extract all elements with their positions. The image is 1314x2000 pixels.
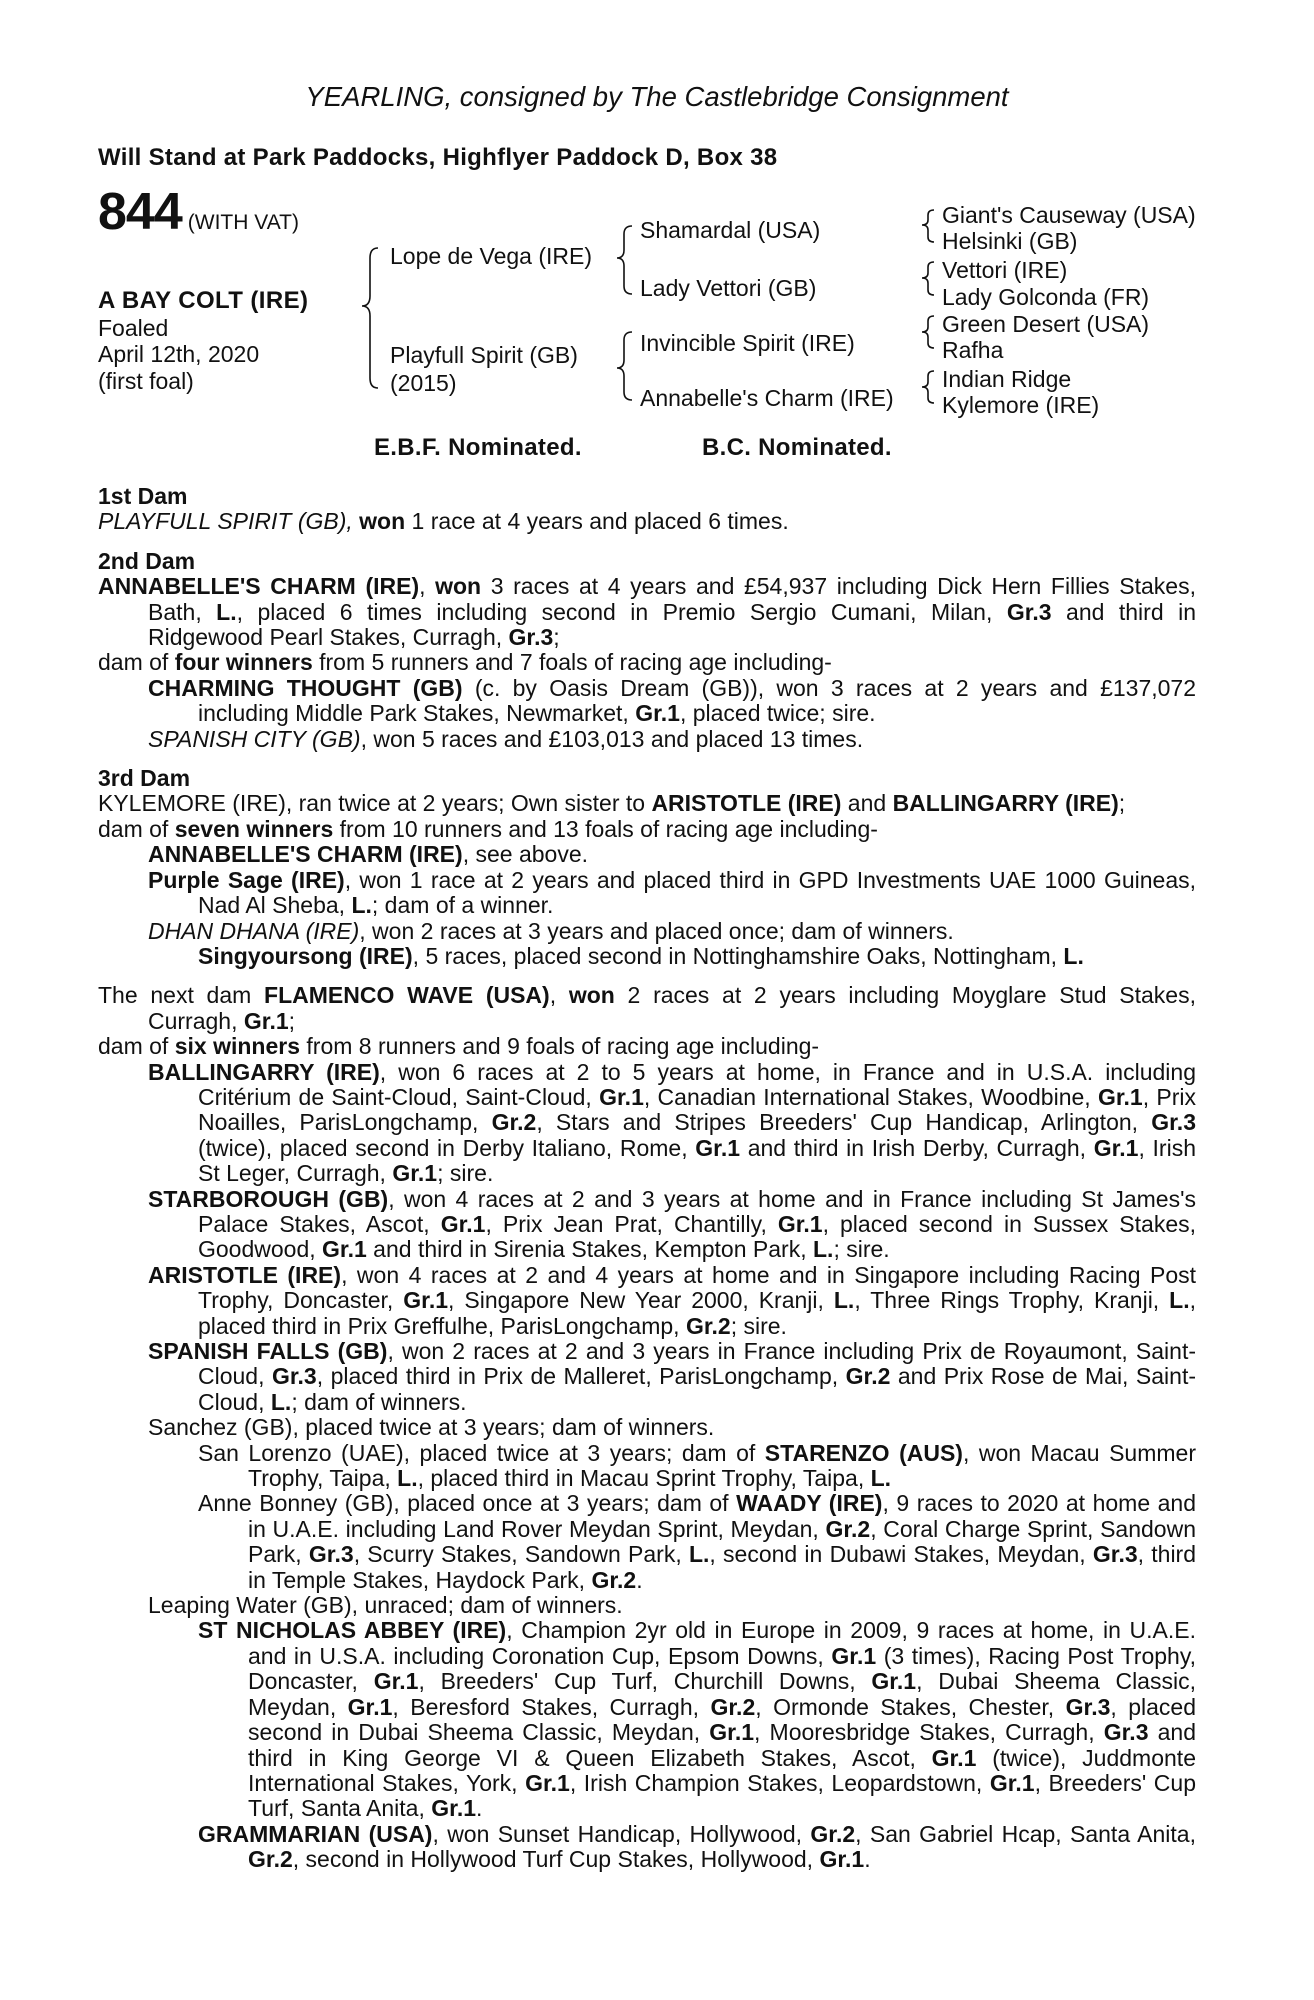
text-run: , won 5 races and £103,013 and placed 13 times. bbox=[360, 725, 864, 752]
text-run: L. bbox=[351, 892, 372, 919]
text-run: Gr.2 bbox=[685, 1312, 731, 1339]
text-run: ANNABELLE'S CHARM (IRE) bbox=[148, 841, 463, 868]
text-run: (c. by Oasis Dream (GB)), won 3 races at 2 years and £137,072 including Middle Park Stakes, Newmarket, bbox=[198, 674, 1197, 727]
dds-name: Indian Ridge bbox=[942, 366, 1072, 392]
text-run: ARISTOTLE (IRE) bbox=[148, 1261, 342, 1288]
third-dam-p1 bbox=[98, 791, 1196, 816]
second-dam-p4 bbox=[98, 727, 1196, 752]
text-run: Gr.1 bbox=[709, 1719, 755, 1746]
text-run: , bbox=[549, 982, 569, 1009]
text-run: , Singapore New Year 2000, Kranji, bbox=[448, 1287, 834, 1314]
text-run: . bbox=[476, 1795, 483, 1822]
dam-dam: Annabelle's Charm (IRE) bbox=[640, 385, 894, 411]
text-run: ; bbox=[1118, 790, 1126, 817]
dam-name: Playfull Spirit (GB) bbox=[390, 342, 578, 368]
third-dam-heading: 3rd Dam bbox=[98, 765, 191, 792]
text-run: , third in Temple Stakes, Haydock Park, bbox=[248, 1541, 1197, 1593]
text-run: , placed 6 times including second in Premio Sergio Cumani, Milan, bbox=[236, 598, 1007, 625]
text-run: FLAMENCO WAVE (USA) bbox=[264, 982, 550, 1009]
first-dam-record: 1 race at 4 years and placed 6 times. bbox=[405, 508, 789, 535]
text-run: ST NICHOLAS ABBEY (IRE) bbox=[198, 1617, 507, 1644]
text-run: Purple Sage (IRE) bbox=[148, 866, 345, 893]
text-run: ; bbox=[553, 624, 560, 651]
lot-number: 844 bbox=[98, 183, 182, 241]
text-run: Gr.1 bbox=[1097, 1083, 1143, 1110]
first-dam-name: PLAYFULL SPIRIT (GB), bbox=[98, 508, 353, 535]
text-run: Gr.1 bbox=[1093, 1134, 1139, 1161]
text-run: Gr.1 bbox=[373, 1668, 419, 1695]
text-run: 2 races at 2 years including Moyglare Stud Stakes, Curragh, bbox=[148, 982, 1196, 1034]
dsd-name: Rafha bbox=[942, 337, 1004, 363]
text-run: WAADY (IRE) bbox=[736, 1490, 883, 1517]
text-run: , see above. bbox=[462, 841, 588, 868]
text-run: DHAN DHANA (IRE) bbox=[148, 917, 360, 944]
text-run: SPANISH CITY (GB) bbox=[148, 725, 361, 752]
text-run: STARBOROUGH (GB) bbox=[148, 1185, 389, 1212]
text-run: Gr.1 bbox=[931, 1744, 977, 1771]
text-run: , Beresford Stakes, Curragh, bbox=[392, 1693, 711, 1720]
text-run: Gr.1 bbox=[871, 1668, 917, 1695]
text-run: , placed second in Dubai Sheema Classic, Meydan, bbox=[248, 1693, 1197, 1746]
text-run: , Stars and Stripes Breeders' Cup Handicap, Arlington, bbox=[536, 1109, 1152, 1136]
text-run: Gr.3 bbox=[1065, 1693, 1111, 1720]
text-run: CHARMING THOUGHT (GB) bbox=[148, 674, 463, 701]
text-run: , placed third in Macau Sprint Trophy, Taipa, bbox=[417, 1465, 871, 1492]
text-run: BALLINGARRY (IRE) bbox=[148, 1058, 380, 1085]
text-run: , won 6 races at 2 to 5 years at home, in France and in U.S.A. including Critérium de Saint-Cloud, Saint-Cloud, bbox=[198, 1058, 1196, 1110]
text-run: , placed twice; sire. bbox=[679, 700, 876, 727]
text-run: , placed third in Prix de Malleret, ParisLongchamp, bbox=[316, 1363, 846, 1390]
text-run: , Three Rings Trophy, Kranji, bbox=[854, 1287, 1170, 1314]
next-dam-p4 bbox=[98, 1187, 1196, 1263]
sire-sire: Shamardal (USA) bbox=[640, 217, 821, 243]
text-run: , placed second in Sussex Stakes, Goodwood, bbox=[198, 1210, 1197, 1263]
second-dam-p2 bbox=[98, 650, 1196, 675]
text-run: . bbox=[636, 1566, 643, 1593]
next-dam-p12 bbox=[98, 1822, 1196, 1873]
text-run: , won Macau Summer Trophy, Taipa, bbox=[248, 1439, 1196, 1492]
text-run: Gr.1 bbox=[322, 1236, 367, 1263]
text-run: and bbox=[841, 790, 893, 817]
text-run: Gr.3 bbox=[1103, 1719, 1149, 1746]
text-run: (3 times), Racing Post Trophy, Doncaster, bbox=[248, 1642, 1196, 1695]
text-run: , Breeders' Cup Turf, Churchill Downs, bbox=[418, 1668, 872, 1695]
text-run: Gr.2 bbox=[810, 1820, 856, 1847]
next-dam-p8 bbox=[98, 1441, 1196, 1492]
stand-location: Will Stand at Park Paddocks, Highflyer Paddock D, Box 38 bbox=[98, 144, 778, 171]
text-run: ; bbox=[288, 1007, 296, 1034]
text-run: Gr.2 bbox=[845, 1363, 891, 1390]
text-run: Gr.2 bbox=[591, 1566, 637, 1593]
next-dam-p2 bbox=[98, 1034, 1196, 1059]
text-run: Gr.1 bbox=[243, 1007, 289, 1034]
text-run: Gr.3 bbox=[271, 1363, 317, 1390]
text-run: Gr.2 bbox=[825, 1515, 871, 1542]
sss-name: Giant's Causeway (USA) bbox=[942, 202, 1196, 228]
text-run: The next dam bbox=[98, 982, 265, 1009]
text-run: Gr.2 bbox=[491, 1109, 537, 1136]
next-dam-p9 bbox=[98, 1491, 1196, 1593]
text-run: , Irish Champion Stakes, Leopardstown, bbox=[569, 1769, 990, 1796]
text-run: , Scurry Stakes, Sandown Park, bbox=[353, 1541, 689, 1568]
text-run: , won Sunset Handicap, Hollywood, bbox=[432, 1820, 811, 1847]
text-run: , 5 races, placed second in Nottinghamshire Oaks, Nottingham, bbox=[412, 942, 1064, 969]
text-run: Singyoursong (IRE) bbox=[198, 942, 413, 969]
text-run: STARENZO (AUS) bbox=[764, 1439, 963, 1466]
second-dam-p1 bbox=[98, 574, 1196, 650]
text-run: six winners bbox=[174, 1033, 300, 1060]
text-run: , won 1 race at 2 years and placed third in GPD Investments UAE 1000 Guineas, Nad Al Sheba, bbox=[198, 866, 1197, 919]
text-run: and third in Ridgewood Pearl Stakes, Curragh, bbox=[148, 598, 1196, 651]
text-run: San Lorenzo (UAE), placed twice at 3 years; dam of bbox=[198, 1439, 765, 1466]
text-run: , placed third in Prix Greffulhe, ParisLongchamp, bbox=[198, 1287, 1196, 1339]
text-run: L. bbox=[1063, 942, 1084, 969]
text-run: dam of bbox=[98, 649, 175, 676]
page-title: YEARLING, consigned by The Castlebridge Consignment bbox=[305, 81, 1009, 112]
foaled-label: Foaled bbox=[98, 314, 169, 341]
text-run: seven winners bbox=[174, 815, 334, 842]
text-run: and third in King George VI & Queen Elizabeth Stakes, Ascot, bbox=[248, 1719, 1196, 1771]
text-run: dam of bbox=[98, 1033, 175, 1060]
third-dam-p5 bbox=[98, 919, 1196, 944]
text-run: won bbox=[568, 982, 615, 1009]
text-run: Gr.1 bbox=[347, 1693, 393, 1720]
next-dam-p11 bbox=[98, 1618, 1196, 1821]
text-run: Gr.1 bbox=[440, 1210, 486, 1237]
text-run: Gr.1 bbox=[695, 1134, 741, 1161]
text-run: , Canadian International Stakes, Woodbine, bbox=[643, 1083, 1098, 1110]
text-run: Gr.1 bbox=[635, 700, 680, 727]
text-run: from 8 runners and 9 foals of racing age including- bbox=[300, 1033, 820, 1060]
text-run: , Prix Noailles, ParisLongchamp, bbox=[198, 1083, 1196, 1136]
third-dam-p4 bbox=[98, 868, 1196, 919]
foal-note: (first foal) bbox=[98, 367, 194, 394]
text-run: L. bbox=[1169, 1287, 1190, 1314]
text-run: won bbox=[435, 573, 482, 600]
third-dam-p3 bbox=[98, 842, 1196, 867]
text-run: Leaping Water (GB), unraced; dam of winners. bbox=[148, 1592, 623, 1619]
catalogue-body bbox=[98, 484, 1196, 1873]
dss-name: Green Desert (USA) bbox=[942, 311, 1150, 337]
next-dam-p3 bbox=[98, 1060, 1196, 1187]
first-dam-text bbox=[98, 509, 1196, 534]
first-dam-won: won bbox=[359, 508, 406, 535]
text-run: ; dam of winners. bbox=[291, 1388, 467, 1415]
text-run: Gr.1 bbox=[431, 1795, 477, 1822]
text-run: , Ormonde Stakes, Chester, bbox=[755, 1693, 1066, 1720]
text-run: , Irish St Leger, Curragh, bbox=[198, 1134, 1196, 1187]
text-run: Gr.3 bbox=[1092, 1541, 1138, 1568]
first-dam-heading: 1st Dam bbox=[98, 483, 188, 509]
foaled-date: April 12th, 2020 bbox=[98, 341, 260, 367]
text-run: (twice), Juddmonte International Stakes, York, bbox=[248, 1744, 1196, 1796]
text-run: four winners bbox=[174, 649, 313, 676]
text-run: from 5 runners and 7 foals of racing age including- bbox=[312, 649, 832, 676]
text-run: , second in Hollywood Turf Cup Stakes, Hollywood, bbox=[292, 1846, 820, 1873]
text-run: SPANISH FALLS (GB) bbox=[148, 1338, 388, 1364]
text-run: (twice), placed second in Derby Italiano, Rome, bbox=[198, 1134, 696, 1161]
text-run: and Prix Rose de Mai, Saint-Cloud, bbox=[198, 1363, 1196, 1415]
third-dam-p6 bbox=[98, 944, 1196, 969]
ssd-name: Helsinki (GB) bbox=[942, 228, 1078, 254]
horse-name: A BAY COLT (IRE) bbox=[98, 287, 309, 314]
next-dam-p10 bbox=[98, 1593, 1196, 1618]
text-run: GRAMMARIAN (USA) bbox=[198, 1820, 433, 1847]
next-dam-p7 bbox=[98, 1415, 1196, 1440]
text-run: Gr.1 bbox=[831, 1642, 877, 1669]
text-run: and third in Irish Derby, Curragh, bbox=[740, 1134, 1094, 1161]
text-run: , 9 races to 2020 at home and in U.A.E. including Land Rover Meydan Sprint, Meydan, bbox=[248, 1490, 1197, 1542]
text-run: L. bbox=[870, 1465, 892, 1492]
text-run: Gr.1 bbox=[525, 1769, 570, 1796]
text-run: BALLINGARRY (IRE) bbox=[892, 790, 1119, 817]
text-run: Gr.2 bbox=[248, 1846, 293, 1873]
text-run: , won 2 races at 3 years and placed once; dam of winners. bbox=[359, 917, 954, 944]
text-run: ; sire. bbox=[730, 1312, 787, 1339]
dam-year: (2015) bbox=[390, 370, 457, 396]
text-run: , second in Dubawi Stakes, Meydan, bbox=[709, 1541, 1093, 1568]
text-run: Gr.2 bbox=[710, 1693, 756, 1720]
next-dam-p6 bbox=[98, 1339, 1196, 1415]
sds-name: Vettori (IRE) bbox=[942, 257, 1068, 283]
text-run: Anne Bonney (GB), placed once at 3 years; dam of bbox=[198, 1490, 737, 1517]
text-run: L. bbox=[397, 1465, 418, 1492]
sire-dam: Lady Vettori (GB) bbox=[640, 275, 817, 301]
text-run: Gr.1 bbox=[403, 1287, 449, 1314]
second-dam-heading: 2nd Dam bbox=[98, 547, 196, 574]
dam-sire: Invincible Spirit (IRE) bbox=[640, 330, 855, 356]
sire-name: Lope de Vega (IRE) bbox=[390, 243, 593, 269]
text-run: dam of bbox=[98, 815, 175, 842]
text-run: Sanchez (GB), placed twice at 3 years; dam of winners. bbox=[148, 1414, 715, 1441]
text-run: , bbox=[419, 573, 436, 600]
text-run: , Champion 2yr old in Europe in 2009, 9 races at home, in U.A.E. and in U.S.A. including Coronation Cup, Epsom Downs, bbox=[248, 1617, 1196, 1669]
ddd-name: Kylemore (IRE) bbox=[942, 392, 1100, 418]
text-run: L. bbox=[688, 1541, 710, 1568]
text-run: ; sire. bbox=[833, 1236, 890, 1263]
text-run: L. bbox=[270, 1388, 292, 1415]
text-run: , San Gabriel Hcap, Santa Anita, bbox=[855, 1820, 1196, 1847]
text-run: ARISTOTLE (IRE) bbox=[651, 790, 842, 817]
text-run: , won 4 races at 2 and 3 years at home and in France including St James's Palace Stakes, Ascot, bbox=[198, 1185, 1196, 1237]
text-run: , Dubai Sheema Classic, Meydan, bbox=[248, 1668, 1196, 1720]
text-run: Gr.3 bbox=[508, 624, 554, 651]
text-run: Gr.1 bbox=[599, 1083, 644, 1110]
text-run: ; dam of a winner. bbox=[371, 892, 554, 919]
text-run: and third in Sirenia Stakes, Kempton Park, bbox=[366, 1236, 813, 1263]
bc-nominated: B.C. Nominated. bbox=[702, 434, 892, 461]
text-run: L. bbox=[833, 1287, 855, 1314]
text-run: Gr.1 bbox=[392, 1160, 438, 1187]
text-run: Gr.1 bbox=[777, 1210, 823, 1237]
text-run: 3 races at 4 years and £54,937 including Dick Hern Fillies Stakes, Bath, bbox=[148, 573, 1196, 625]
next-dam-p5 bbox=[98, 1263, 1196, 1339]
text-run: KYLEMORE (IRE), ran twice at 2 years; Own sister to bbox=[98, 790, 652, 817]
text-run: from 10 runners and 13 foals of racing age including- bbox=[333, 815, 878, 842]
vat-label: (WITH VAT) bbox=[187, 211, 299, 234]
sdd-name: Lady Golconda (FR) bbox=[942, 284, 1150, 310]
text-run: , Mooresbridge Stakes, Curragh, bbox=[754, 1719, 1104, 1746]
text-run: Gr.1 bbox=[819, 1846, 865, 1873]
text-run: , Coral Charge Sprint, Sandown Park, bbox=[248, 1515, 1196, 1568]
text-run: L. bbox=[812, 1236, 834, 1263]
text-run: Gr.3 bbox=[308, 1541, 354, 1568]
text-run: ANNABELLE'S CHARM (IRE) bbox=[98, 573, 420, 600]
next-dam-p1 bbox=[98, 983, 1196, 1034]
text-run: Gr.1 bbox=[989, 1769, 1035, 1796]
text-run: , won 2 races at 2 and 3 years in France including Prix de Royaumont, Saint-Cloud, bbox=[198, 1338, 1196, 1390]
text-run: . bbox=[864, 1846, 871, 1873]
text-run: L. bbox=[216, 598, 237, 625]
text-run: , Prix Jean Prat, Chantilly, bbox=[485, 1210, 778, 1237]
ebf-nominated: E.B.F. Nominated. bbox=[374, 434, 582, 461]
text-run: Gr.3 bbox=[1006, 598, 1052, 625]
text-run: , won 4 races at 2 and 4 years at home and in Singapore including Racing Post Trophy, Doncaster, bbox=[198, 1261, 1196, 1314]
text-run: , Breeders' Cup Turf, Santa Anita, bbox=[248, 1769, 1196, 1822]
second-dam-p3 bbox=[98, 676, 1196, 727]
text-run: Gr.3 bbox=[1151, 1109, 1196, 1136]
text-run: ; sire. bbox=[437, 1160, 494, 1187]
third-dam-p2 bbox=[98, 817, 1196, 842]
